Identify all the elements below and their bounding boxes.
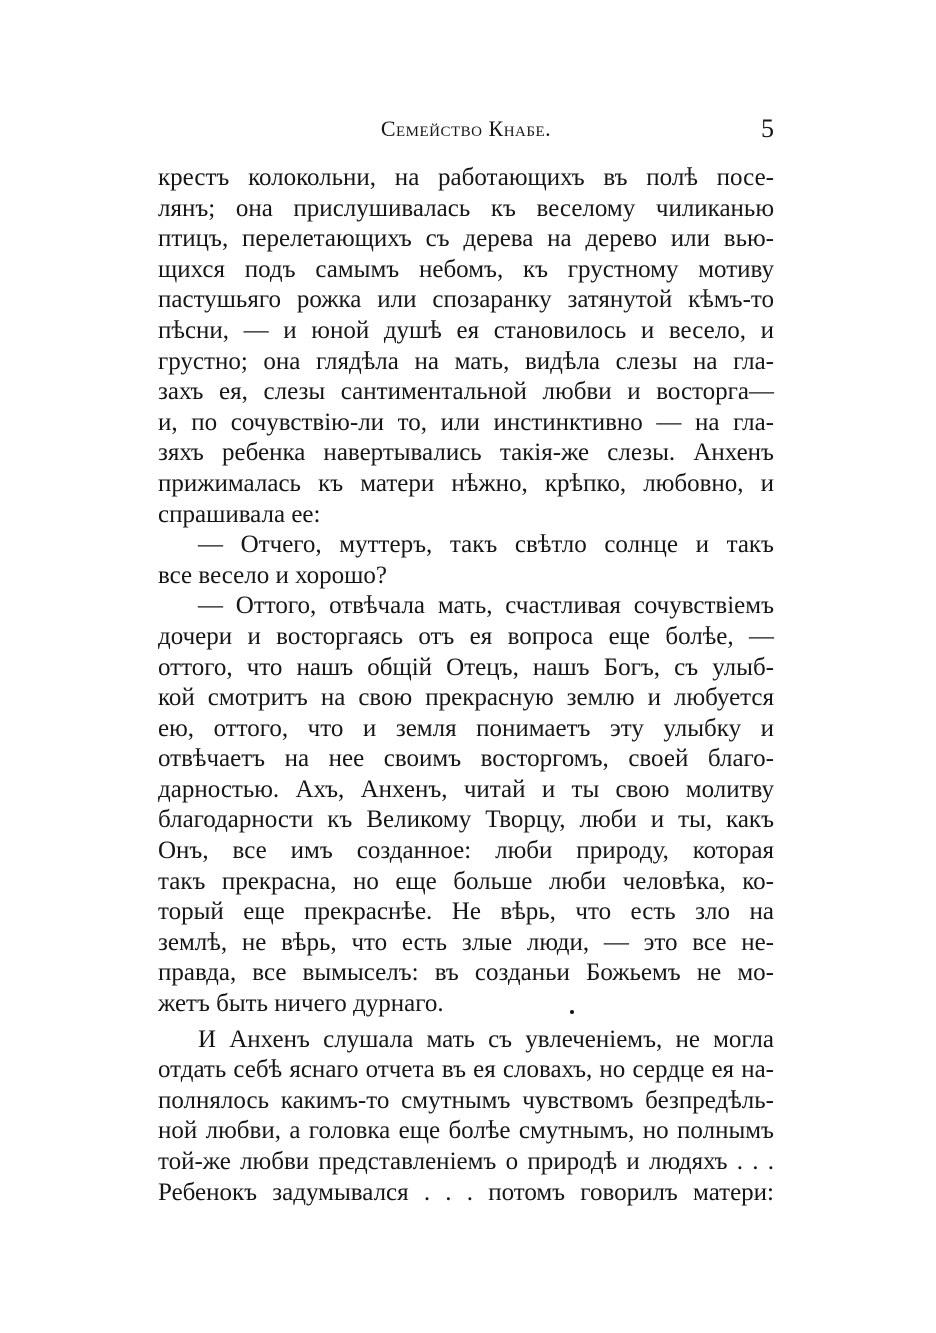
text-line: отдать себѣ яснаго отчета въ ея словахъ, но сердце ея на- bbox=[158, 1056, 774, 1084]
text-line: и, по сочувствію-ли то, или инстинктивно — на гла- bbox=[158, 408, 774, 436]
text-line: жетъ быть ничего дурнаго. bbox=[158, 990, 444, 1018]
text-line: такъ прекрасна, но еще больше люби человѣка, ко- bbox=[158, 867, 774, 895]
paragraph bbox=[158, 163, 774, 530]
page-number: 5 bbox=[761, 114, 774, 143]
text-line: пастушьяго рожка или спозаранку затянутой кѣмъ-то bbox=[158, 286, 774, 314]
text-line: спрашивала ее: bbox=[158, 500, 321, 528]
text-line: ею, оттого, что и земля понимаетъ эту улыбку и bbox=[158, 714, 774, 742]
print-speck bbox=[570, 1010, 574, 1014]
text-line: — Оттого, отвѣчала мать, счастливая сочувствіемъ bbox=[198, 592, 774, 620]
text-line: прижималась къ матери нѣжно, крѣпко, любовно, и bbox=[158, 469, 774, 497]
text-line: благодарности къ Великому Творцу, люби и ты, какъ bbox=[158, 806, 774, 834]
paragraph bbox=[158, 530, 774, 591]
text-line: той-же любви представленіемъ о природѣ и людяхъ . . . bbox=[158, 1148, 774, 1175]
text-line: полнялось какимъ-то смутнымъ чувствомъ безпредѣль- bbox=[158, 1086, 774, 1114]
text-line: — Отчего, муттеръ, такъ свѣтло солнце и такъ bbox=[198, 531, 774, 559]
running-head bbox=[158, 116, 774, 146]
text-line: кой смотритъ на свою прекрасную землю и любуется bbox=[158, 684, 774, 712]
text-line: правда, все вымыселъ: въ созданьи Божьемъ не мо- bbox=[158, 959, 774, 987]
paragraph bbox=[158, 591, 774, 1019]
text-line: захъ ея, слезы сантиментальной любви и восторга— bbox=[158, 378, 774, 406]
text-line: крестъ колокольни, на работающихъ въ полѣ посе- bbox=[158, 164, 774, 191]
text-line: зяхъ ребенка навертывались такія-же слезы. Анхенъ bbox=[158, 439, 774, 467]
text-line: отвѣчаетъ на нее своимъ восторгомъ, своей благо- bbox=[158, 745, 774, 773]
text-line: ной любви, а головка еще болѣе смутнымъ, но полнымъ bbox=[158, 1117, 774, 1145]
text-line: торый еще прекраснѣе. Не вѣрь, что есть зло на bbox=[158, 898, 774, 926]
text-line: дарностью. Ахъ, Анхенъ, читай и ты свою молитву bbox=[158, 775, 774, 803]
running-title: Семейство Кнабе. bbox=[380, 116, 552, 141]
text-line: дочери и восторгаясь отъ ея вопроса еще болѣе, — bbox=[158, 622, 774, 650]
text-line: Ребенокъ задумывался . . . потомъ говорилъ матери: bbox=[158, 1178, 774, 1206]
text-line: птицъ, перелетающихъ съ дерева на дерево или вью- bbox=[158, 225, 774, 253]
text-line: щихся подъ самымъ небомъ, къ грустному мотиву bbox=[158, 255, 774, 283]
text-line: пѣсни, — и юной душѣ ея становилось и весело, и bbox=[158, 316, 774, 344]
paragraph bbox=[158, 1025, 774, 1209]
body-text bbox=[158, 163, 774, 1208]
text-line: И Анхенъ слушала мать съ увлеченіемъ, не могла bbox=[198, 1025, 774, 1053]
text-line: грустно; она глядѣла на мать, видѣла слезы на гла- bbox=[158, 347, 774, 375]
text-line: землѣ, не вѣрь, что есть злые люди, — это все не- bbox=[158, 928, 774, 956]
text-line: лянъ; она прислушивалась къ веселому чиликанью bbox=[158, 194, 774, 222]
text-line: Онъ, все имъ созданное: люби природу, которая bbox=[158, 837, 774, 865]
text-line: все весело и хорошо? bbox=[158, 561, 388, 589]
text-line: оттого, что нашъ общій Отецъ, нашъ Богъ, съ улыб- bbox=[158, 653, 774, 681]
